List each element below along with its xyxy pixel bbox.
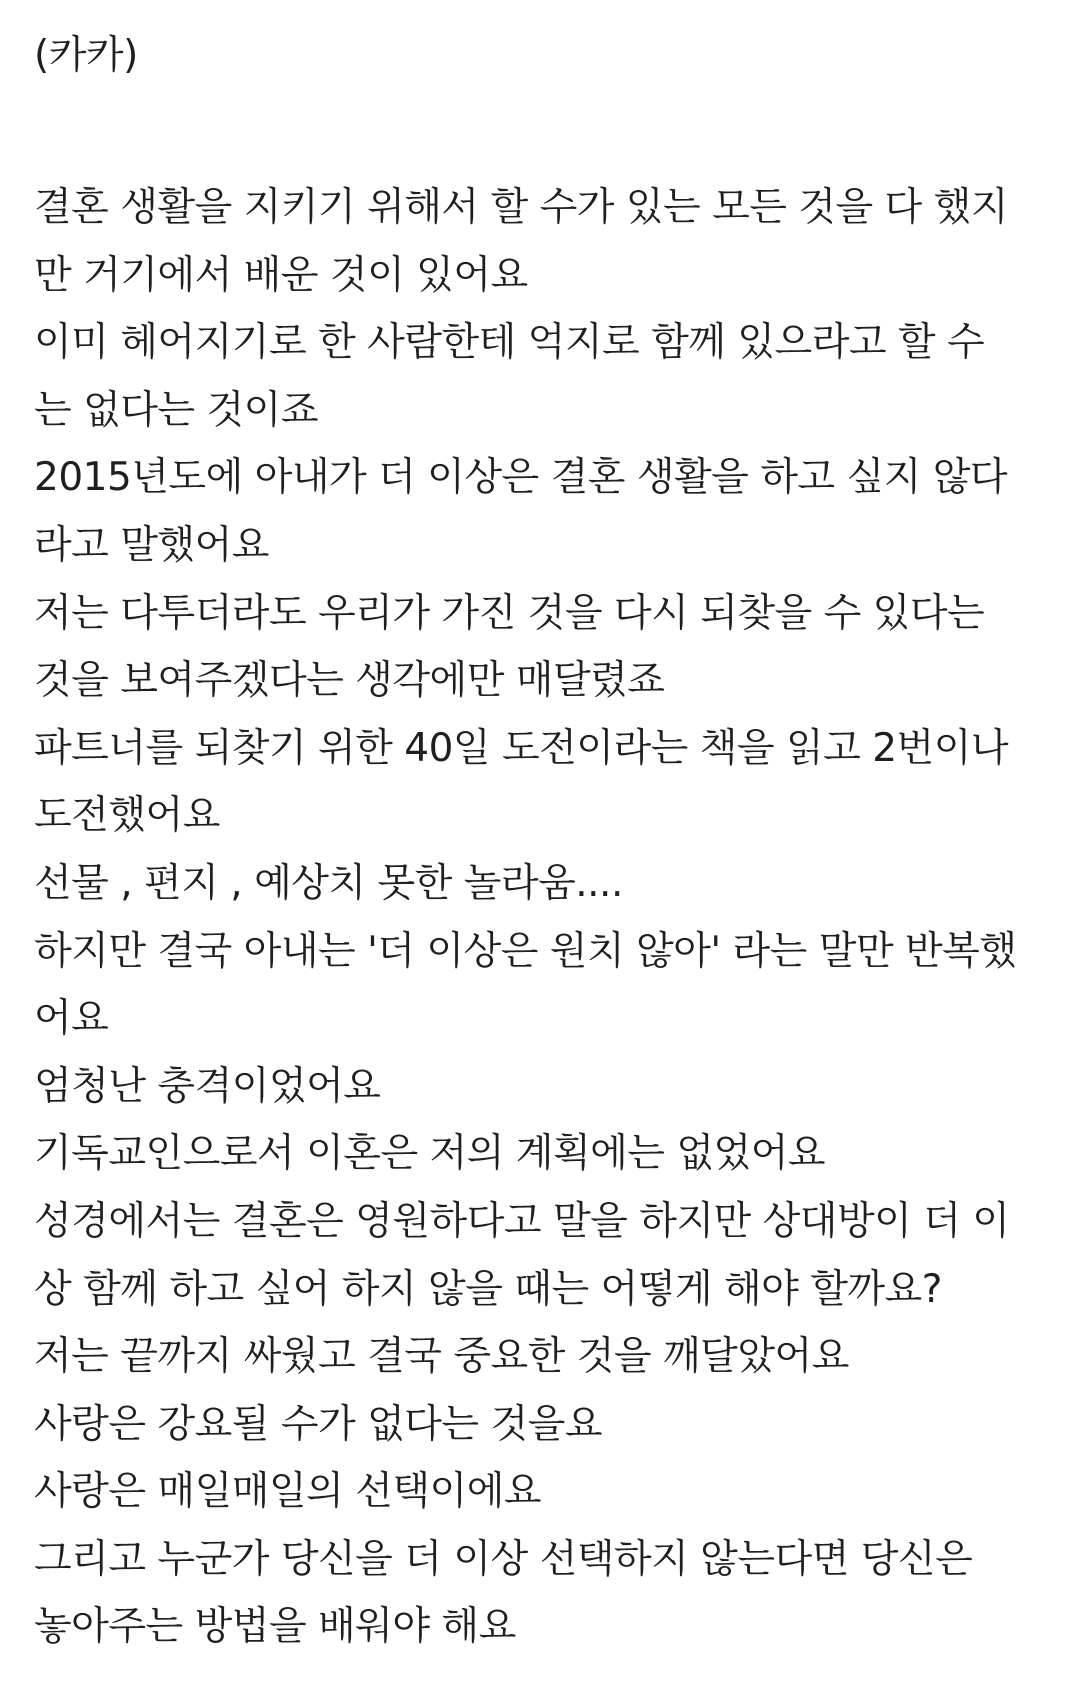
text-line: 그리고 누군가 당신을 더 이상 선택하지 않는다면 당신은 bbox=[34, 1536, 973, 1582]
text-line: 놓아주는 방법을 배워야 해요 bbox=[34, 1604, 516, 1650]
text-line: 것을 보여주겠다는 생각에만 매달렸죠 bbox=[34, 658, 665, 704]
text-line: 선물 , 편지 , 예상치 못한 놀라움.... bbox=[34, 860, 623, 906]
text-line: 상 함께 하고 싶어 하지 않을 때는 어떻게 해야 할까요? bbox=[34, 1266, 942, 1312]
text-line: 도전했어요 bbox=[34, 793, 220, 839]
text-line: 하지만 결국 아내는 '더 이상은 원치 않아' 라는 말만 반복했 bbox=[34, 928, 1017, 974]
text-line: 2015년도에 아내가 더 이상은 결혼 생활을 하고 싶지 않다 bbox=[34, 455, 1008, 501]
text-line: 엄청난 충격이었어요 bbox=[34, 1063, 381, 1109]
text-line: 기독교인으로서 이혼은 저의 계획에는 없었어요 bbox=[34, 1131, 826, 1177]
text-line: 는 없다는 것이죠 bbox=[34, 387, 319, 433]
text-line: 이미 헤어지기로 한 사람한테 억지로 함께 있으라고 할 수 bbox=[34, 320, 985, 366]
text-line: 저는 끝까지 싸웠고 결국 중요한 것을 깨달았어요 bbox=[34, 1334, 849, 1380]
text-line: 만 거기에서 배운 것이 있어요 bbox=[34, 252, 528, 298]
text-line: 성경에서는 결혼은 영원하다고 말을 하지만 상대방이 더 이 bbox=[34, 1198, 1010, 1244]
text-line: 사랑은 강요될 수가 없다는 것을요 bbox=[34, 1401, 603, 1447]
text-line: 파트너를 되찾기 위한 40일 도전이라는 책을 읽고 2번이나 bbox=[34, 725, 1009, 771]
text-line: 사랑은 매일매일의 선택이에요 bbox=[34, 1469, 542, 1515]
text-line: 라고 말했어요 bbox=[34, 522, 269, 568]
text-line: 결혼 생활을 지키기 위해서 할 수가 있는 모든 것을 다 했지 bbox=[34, 185, 1008, 230]
message-body bbox=[34, 174, 1054, 1661]
speaker-label: (카카) bbox=[34, 33, 138, 78]
text-line: 저는 다투더라도 우리가 가진 것을 다시 되찾을 수 있다는 bbox=[34, 590, 985, 636]
text-line: 어요 bbox=[34, 996, 109, 1042]
